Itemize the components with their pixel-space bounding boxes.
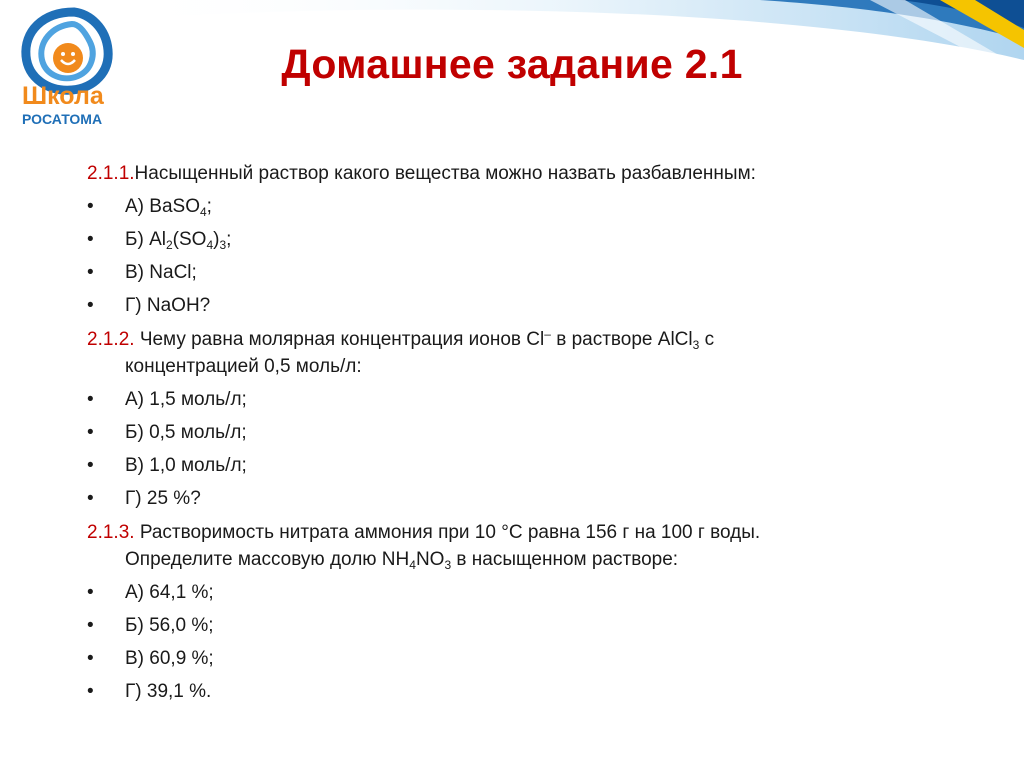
answer-option — [87, 290, 917, 323]
question-text: Насыщенный раствор какого вещества можно назвать разбавленным: — [134, 163, 756, 185]
bullet: • — [87, 681, 94, 703]
bullet: • — [87, 262, 94, 284]
bullet: • — [87, 488, 94, 510]
bullet: • — [87, 229, 94, 251]
question-number: 2.1.3. — [87, 522, 135, 543]
bullet: • — [87, 455, 94, 477]
question-2 — [87, 323, 917, 384]
answer-option — [87, 483, 917, 516]
answer-option — [87, 577, 917, 610]
option-text: А) BaSO$_4$; — [125, 196, 212, 220]
answer-option — [87, 384, 917, 417]
logo-wordmark-school: Школа — [22, 82, 104, 110]
question-text: Чему равна молярная концентрация ионов Cl– в растворе AlCl$_3$ с — [134, 327, 715, 352]
answer-option — [87, 610, 917, 643]
bullet: • — [87, 389, 94, 411]
answer-option — [87, 643, 917, 676]
option-text: Г) NaOH? — [125, 295, 211, 317]
bullet: • — [87, 615, 94, 637]
bullet: • — [87, 295, 94, 317]
bullet: • — [87, 422, 94, 444]
option-text: А) 64,1 %; — [125, 582, 214, 604]
bullet: • — [87, 196, 94, 218]
bullet: • — [87, 582, 94, 604]
option-text: Б) 0,5 моль/л; — [125, 422, 247, 444]
answer-option — [87, 450, 917, 483]
slide-title: Домашнее задание 2.1 — [281, 41, 743, 87]
question-text-continued: концентрацией 0,5 моль/л: — [125, 355, 362, 377]
homework-content — [87, 158, 917, 709]
logo-wordmark-rosatom: РОСАТОМА — [22, 111, 103, 127]
option-text: Г) 25 %? — [125, 488, 201, 510]
question-number: 2.1.2. — [87, 329, 135, 350]
option-text: Б) 56,0 %; — [125, 615, 214, 637]
question-text-continued: Определите массовую долю $NH_4NO_3$ в насыщенном растворе: — [125, 548, 679, 572]
option-text: Б) $Al_2(SO_4)_3$; — [125, 229, 232, 253]
option-text: Г) 39,1 %. — [125, 681, 212, 703]
option-text: В) 60,9 %; — [125, 648, 214, 670]
option-text: А) 1,5 моль/л; — [125, 389, 247, 411]
question-1 — [87, 158, 917, 191]
question-text: Растворимость нитрата аммония при 10 °С равна 156 г на 100 г воды. — [134, 522, 761, 543]
question-number: 2.1.1. — [87, 163, 135, 185]
answer-option — [87, 257, 917, 290]
option-text: В) 1,0 моль/л; — [125, 455, 247, 477]
bullet: • — [87, 648, 94, 670]
answer-option — [87, 417, 917, 450]
answer-option — [87, 676, 917, 709]
answer-option — [87, 191, 917, 224]
answer-option — [87, 224, 917, 257]
option-text: В) NaCl; — [125, 262, 197, 284]
question-3 — [87, 516, 917, 577]
